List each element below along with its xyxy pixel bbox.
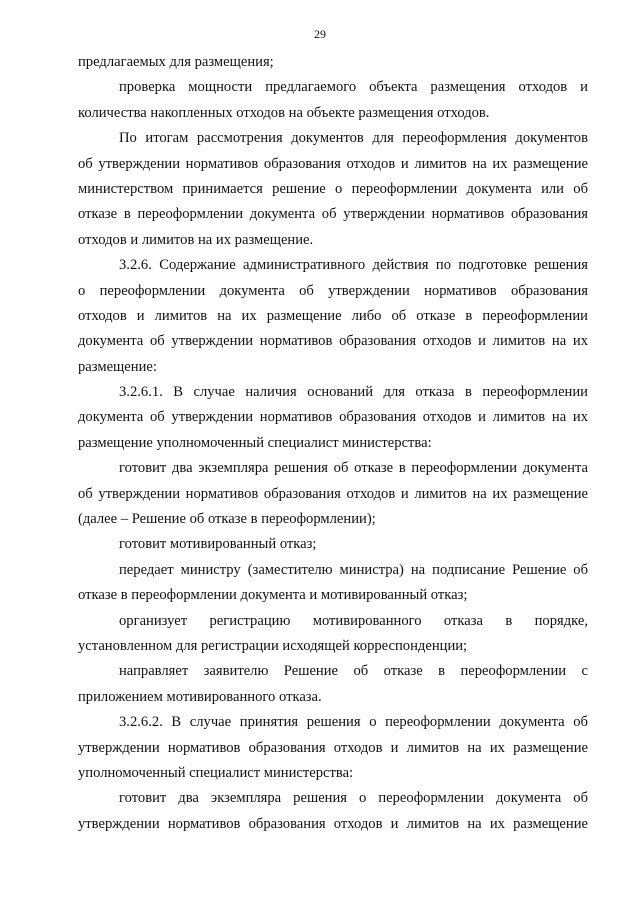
text-line: (далее – Решение об отказе в переоформлении);: [78, 511, 376, 528]
text-line: уполномоченный специалист министерства:: [78, 764, 354, 781]
text-line: готовит два экземпляра решения о переоформлении документа об: [119, 790, 588, 807]
text-line: отходов и лимитов на их размещение.: [78, 231, 314, 248]
text-line: утверждении нормативов образования отходов и лимитов на их размещение: [78, 815, 588, 832]
text-line: готовит два экземпляра решения об отказе в переоформлении документа: [119, 460, 588, 477]
text-line: документа об утверждении нормативов образования отходов и лимитов на их: [78, 333, 588, 350]
text-line: направляет заявителю Решение об отказе в переоформлении с: [119, 663, 588, 680]
document-body: [78, 50, 588, 837]
text-line: готовит мотивированный отказ;: [119, 536, 317, 553]
text-line: По итогам рассмотрения документов для переоформления документов: [119, 130, 588, 147]
text-line: предлагаемых для размещения;: [78, 54, 274, 70]
text-line: приложением мотивированного отказа.: [78, 688, 322, 705]
text-line: отказе в переоформлении документа и мотивированный отказ;: [78, 587, 468, 604]
text-line: установленном для регистрации исходящей корреспонденции;: [78, 637, 468, 654]
text-line: количества накопленных отходов на объекте размещения отходов.: [78, 104, 490, 121]
text-line: размещение уполномоченный специалист министерства:: [78, 434, 432, 451]
text-line: передает министру (заместителю министра) на подписание Решение об: [119, 561, 588, 578]
text-line: об утверждении нормативов образования отходов и лимитов на их размещение: [78, 485, 588, 502]
text-line: 3.2.6.1. В случае наличия оснований для отказа в переоформлении: [119, 384, 588, 401]
text-line: министерством принимается решение о переоформлении документа или об: [78, 180, 588, 197]
text-line: утверждении нормативов образования отходов и лимитов на их размещение: [78, 739, 588, 756]
text-line: организует регистрацию мотивированного отказа в порядке,: [119, 612, 588, 629]
text-line: о переоформлении документа об утверждении нормативов образования: [78, 282, 588, 299]
text-line: документа об утверждении нормативов образования отходов и лимитов на их: [78, 409, 588, 426]
text-line: 3.2.6. Содержание административного действия по подготовке решения: [119, 257, 588, 274]
text-line: отходов и лимитов на их размещение либо об отказе в переоформлении: [78, 307, 588, 324]
text-line: об утверждении нормативов образования отходов и лимитов на их размещение: [78, 155, 588, 172]
text-line: размещение:: [78, 358, 157, 375]
page-number: 29: [314, 27, 326, 41]
text-line: проверка мощности предлагаемого объекта размещения отходов и: [119, 79, 588, 96]
text-line: отказе в переоформлении документа об утверждении нормативов образования: [78, 206, 588, 223]
text-line: 3.2.6.2. В случае принятия решения о переоформлении документа об: [119, 714, 588, 731]
